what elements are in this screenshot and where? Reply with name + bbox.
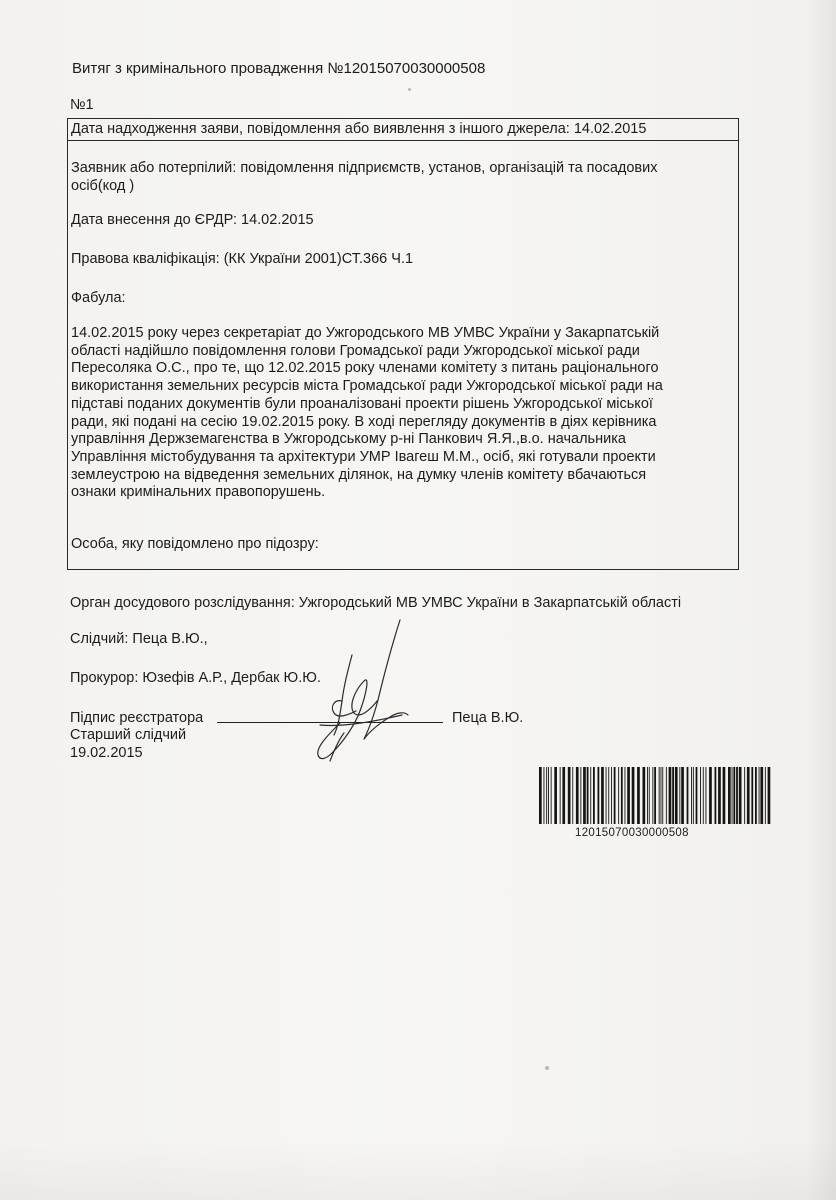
date-received-row (68, 119, 738, 141)
erdr-date: Дата внесення до ЄРДР: 14.02.2015 (71, 212, 314, 228)
legal-qualification: Правова кваліфікація: (КК України 2001)СТ.366 Ч.1 (71, 251, 414, 267)
registrar-position: Старший слідчий (70, 727, 187, 743)
fabula-line: підставі поданих документів були проаналізовані проекти рішень Ужгородської міської (71, 395, 653, 412)
registrar-signature-label: Підпис реєстратора (70, 710, 204, 726)
fabula-line: області надійшло повідомлення голови Громадської ради Ужгородської міської ради (71, 342, 640, 359)
date-received-text: Дата надходження заяви, повідомлення або виявлення з іншого джерела: 14.02.2015 (71, 121, 647, 137)
fabula-line: ознаки кримінальних правопорушень. (71, 484, 326, 501)
prosecutor: Прокурор: Юзефів А.Р., Дербак Ю.Ю. (70, 670, 321, 686)
barcode-number: 12015070030000508 (575, 827, 689, 839)
scan-shadow-bottom (0, 1140, 836, 1200)
fabula-line: ради, які подані на сесію 19.02.2015 року. В ході перегляду документів в діях керівника (71, 413, 657, 430)
fabula-line: Управління містобудування та архітектури УМР Івагеш М.М., осіб, які готували проекти (71, 448, 656, 465)
proceeding-details-box (67, 118, 739, 570)
applicant-line-2: осіб(код ) (71, 178, 135, 194)
fabula-line: Пересоляка О.С., про те, що 12.02.2015 року членами комітету з питань раціонального (71, 360, 659, 377)
registration-date: 19.02.2015 (70, 745, 143, 761)
document-title: Витяг з кримінального провадження №12015070030000508 (72, 60, 486, 77)
investigator: Слідчий: Пеца В.Ю., (70, 631, 208, 647)
scan-speck (545, 1066, 549, 1070)
registrar-name: Пеца В.Ю. (452, 710, 524, 726)
barcode (537, 767, 773, 824)
fabula-line: використання земельних ресурсів міста Громадської ради Ужгородської міської ради на (71, 378, 663, 395)
investigation-organ: Орган досудового розслідування: Ужгородський МВ УМВС України в Закарпатській області (70, 595, 682, 611)
fabula-line: землеустрою на відведення земельних ділянок, на думку членів комітету вбачаються (71, 466, 647, 483)
scan-shadow-right (806, 0, 836, 1200)
fabula-text (71, 325, 731, 502)
scan-speck (408, 88, 411, 91)
handwritten-signature (290, 615, 420, 775)
fabula-line: 14.02.2015 року через секретаріат до Ужгородського МВ УМВС України у Закарпатській (71, 325, 660, 341)
record-number: №1 (70, 97, 94, 113)
fabula-label: Фабула: (71, 290, 126, 306)
suspect-notified: Особа, яку повідомлено про підозру: (71, 536, 319, 552)
fabula-line: управління Держземагенства в Ужгородському р-ні Панкович Я.Я.,в.о. начальника (71, 431, 626, 448)
applicant-line-1: Заявник або потерпілий: повідомлення підприємств, установ, організацій та посадових (71, 160, 658, 176)
